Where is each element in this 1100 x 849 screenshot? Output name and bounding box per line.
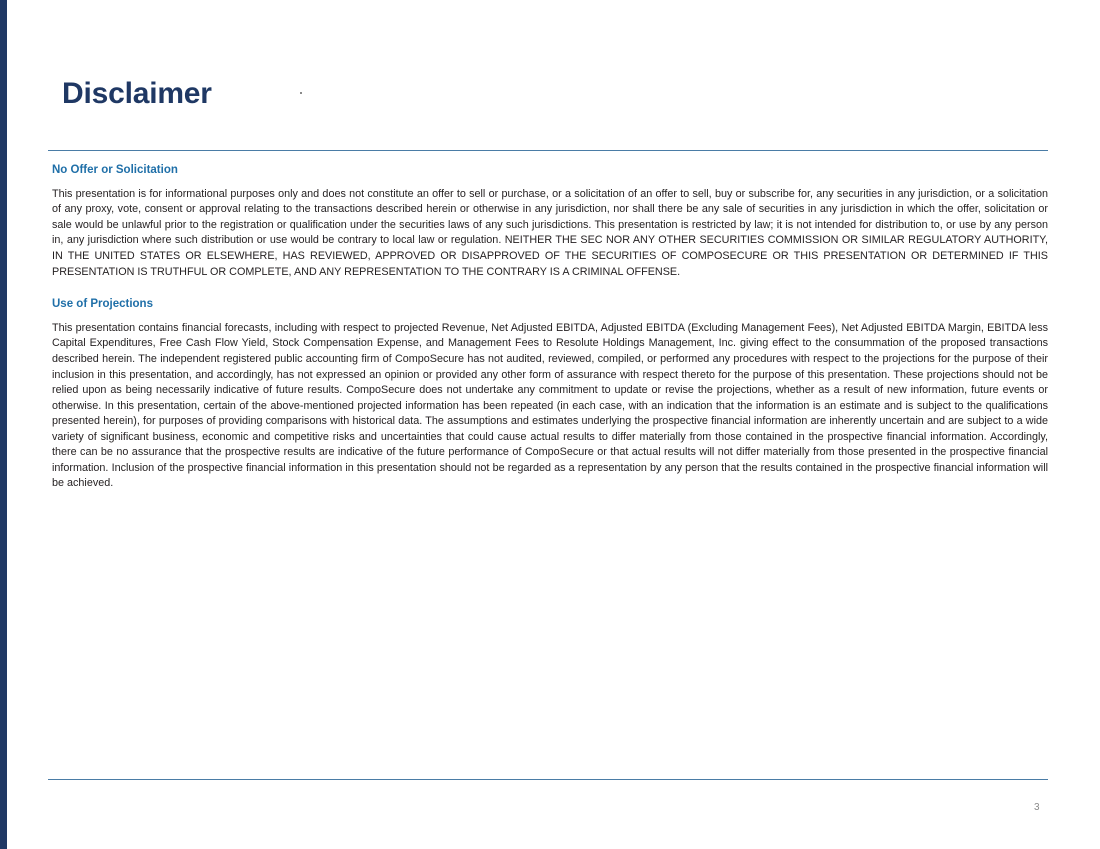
slide-body	[52, 164, 1048, 492]
page-number: 3	[1034, 802, 1040, 813]
page-title: Disclaimer	[62, 77, 212, 111]
section-heading-no-offer: No Offer or Solicitation	[52, 164, 178, 176]
section-heading-use-of-projections: Use of Projections	[52, 298, 153, 311]
section-body-no-offer: This presentation is for informational purposes only and does not constitute an offer to sell or purchase, or a solicitation of an offer to sell, buy or subscribe for, any securities in any jurisdiction, or a solicitation of any proxy, vote, consent or approval relating to the transactions described herein or otherwise in any jurisdiction, nor shall there be any sale of securities in any jurisdiction in which the offer, solicitation or sale would be unlawful prior to the registration or qualification under the securities laws of any such jurisdictions. This presentation is restricted by law; it is not intended for distribution to, or use by any person in, any jurisdiction where such distribution or use would be contrary to local law or regulation. NEITHER THE SEC NOR ANY OTHER SECURITIES COMMISSION OR SIMILAR REGULATORY AUTHORITY, IN THE UNITED STATES OR ELSEWHERE, HAS REVIEWED, APPROVED OR DISAPPROVED OF THE SECURITIES OF COMPOSECURE OR THIS PRESENTATION OR DETERMINED IF THIS PRESENTATION IS TRUTHFUL OR COMPLETE, AND ANY REPRESENTATION TO THE CONTRARY IS A CRIMINAL OFFENSE.	[52, 187, 1048, 278]
section-body-use-of-projections: This presentation contains financial forecasts, including with respect to projected Revenue, Net Adjusted EBITDA, Adjusted EBITDA (Excluding Management Fees), Net Adjusted EBITDA Margin, EBITDA less Capital Expenditures, Free Cash Flow Yield, Stock Compensation Expense, and Management Fees to Resolute Holdings Management, Inc. giving effect to the consummation of the proposed transactions described herein. The independent registered public accounting firm of CompoSecure has not audited, reviewed, compiled, or performed any procedures with respect to the projections for the purpose of their inclusion in this presentation, and accordingly, has not expressed an opinion or provided any other form of assurance with respect thereto for the purpose of this presentation. These projections should not be relied upon as being necessarily indicative of future results. CompoSecure does not undertake any commitment to update or revise the projections, whether as a result of new information, future events or otherwise. In this presentation, certain of the above-mentioned projected information has been repeated (in each case, with an indication that the information is an estimate and is subject to the qualifications presented herein), for purposes of providing comparisons with historical data. The assumptions and estimates underlying the prospective financial information are inherently uncertain and are subject to a wide variety of significant business, economic and competitive risks and uncertainties that could cause actual results to differ materially from those contained in the prospective financial information. Accordingly, there can be no assurance that the prospective results are indicative of the future performance of CompoSecure or that actual results will not differ materially from those presented in the prospective financial information. Inclusion of the prospective financial information in this presentation should not be regarded as a representation by any person that the results contained in the prospective financial information will be achieved.	[52, 321, 1048, 490]
slide-left-accent-bar	[0, 0, 7, 849]
footer-divider	[48, 779, 1048, 780]
title-decorative-dot	[300, 92, 302, 94]
header-divider	[48, 150, 1048, 151]
